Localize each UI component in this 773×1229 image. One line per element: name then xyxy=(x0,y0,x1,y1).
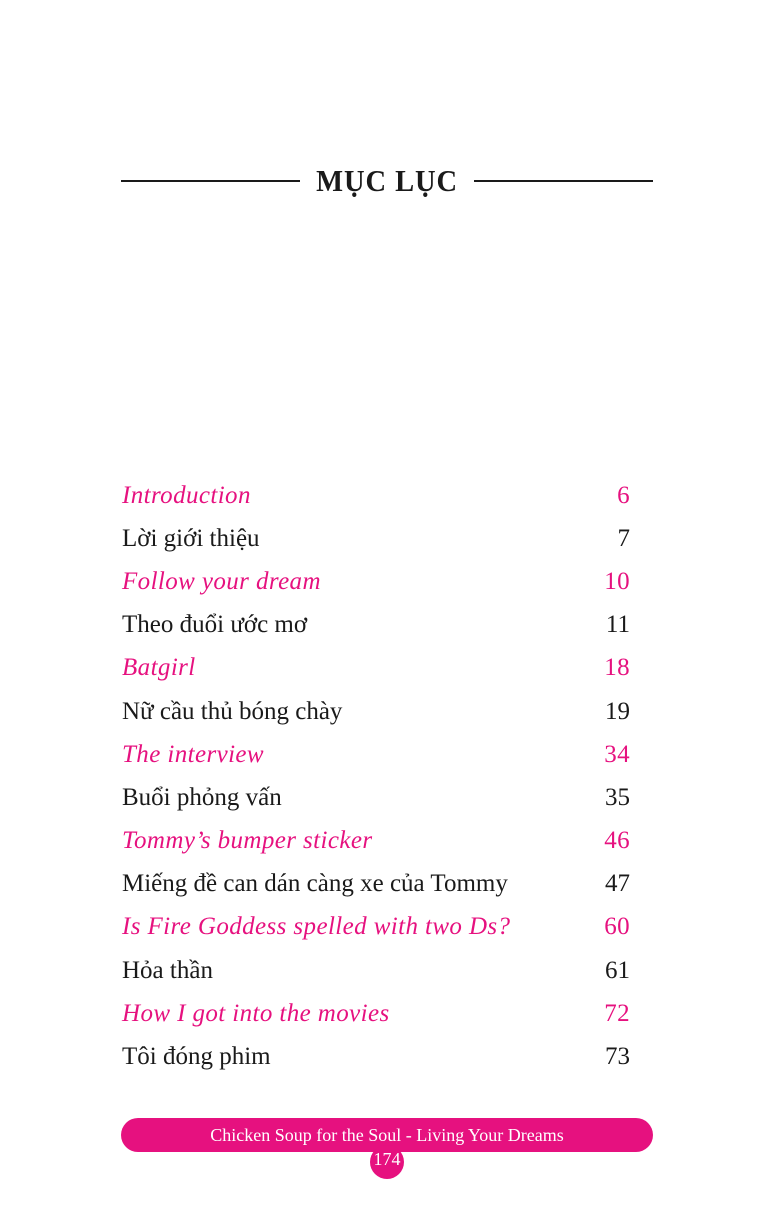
toc-entry-page: 6 xyxy=(617,481,630,509)
toc-entry-title: Hỏa thần xyxy=(122,956,213,984)
toc-heading-row xyxy=(121,158,653,204)
toc-entry[interactable] xyxy=(122,690,630,733)
toc-entry-title: The interview xyxy=(122,740,264,768)
toc-entry[interactable] xyxy=(122,733,630,776)
toc-entry[interactable] xyxy=(122,604,630,647)
toc-entry-title: Tommy’s bumper sticker xyxy=(122,827,373,855)
toc-entry-title: Nữ cầu thủ bóng chày xyxy=(122,697,343,725)
toc-entry[interactable] xyxy=(122,647,630,690)
table-of-contents xyxy=(122,474,630,1079)
toc-entry-title: Theo đuổi ước mơ xyxy=(122,611,308,639)
page-title: MỤC LỤC xyxy=(316,163,458,198)
footer-book-title-banner: Chicken Soup for the Soul - Living Your Dreams xyxy=(121,1118,653,1152)
toc-entry-page: 34 xyxy=(604,740,630,768)
toc-entry-page: 35 xyxy=(605,783,630,811)
toc-entry[interactable] xyxy=(122,474,630,517)
toc-entry-title: Introduction xyxy=(122,481,251,509)
toc-entry[interactable] xyxy=(122,863,630,906)
toc-entry-page: 10 xyxy=(604,567,630,595)
toc-entry-page: 73 xyxy=(605,1043,630,1071)
toc-entry-page: 72 xyxy=(604,999,630,1027)
toc-entry-title: Tôi đóng phim xyxy=(122,1043,271,1071)
toc-entry-page: 46 xyxy=(604,827,630,855)
toc-entry[interactable] xyxy=(122,906,630,949)
toc-entry[interactable] xyxy=(122,949,630,992)
toc-entry[interactable] xyxy=(122,517,630,560)
toc-entry-page: 7 xyxy=(617,524,630,552)
toc-entry[interactable] xyxy=(122,1035,630,1078)
toc-entry-title: Buổi phỏng vấn xyxy=(122,783,282,811)
heading-rule-right xyxy=(474,180,653,182)
toc-entry-page: 11 xyxy=(605,611,630,639)
toc-entry-title: Miếng đề can dán càng xe của Tommy xyxy=(122,870,508,898)
toc-entry[interactable] xyxy=(122,560,630,603)
toc-entry[interactable] xyxy=(122,820,630,863)
toc-entry[interactable] xyxy=(122,992,630,1035)
toc-entry-page: 18 xyxy=(604,654,630,682)
toc-entry-title: Lời giới thiệu xyxy=(122,524,260,552)
toc-entry-title: Batgirl xyxy=(122,654,196,682)
toc-entry-title: Follow your dream xyxy=(122,567,321,595)
toc-entry-title: How I got into the movies xyxy=(122,999,390,1027)
toc-entry-page: 61 xyxy=(605,956,630,984)
footer-page-number: 174 xyxy=(370,1145,404,1179)
toc-entry-page: 47 xyxy=(605,870,630,898)
toc-entry-page: 60 xyxy=(604,913,630,941)
toc-entry[interactable] xyxy=(122,776,630,819)
toc-entry-page: 19 xyxy=(605,697,630,725)
toc-entry-title: Is Fire Goddess spelled with two Ds? xyxy=(122,913,511,941)
heading-rule-left xyxy=(121,180,300,182)
